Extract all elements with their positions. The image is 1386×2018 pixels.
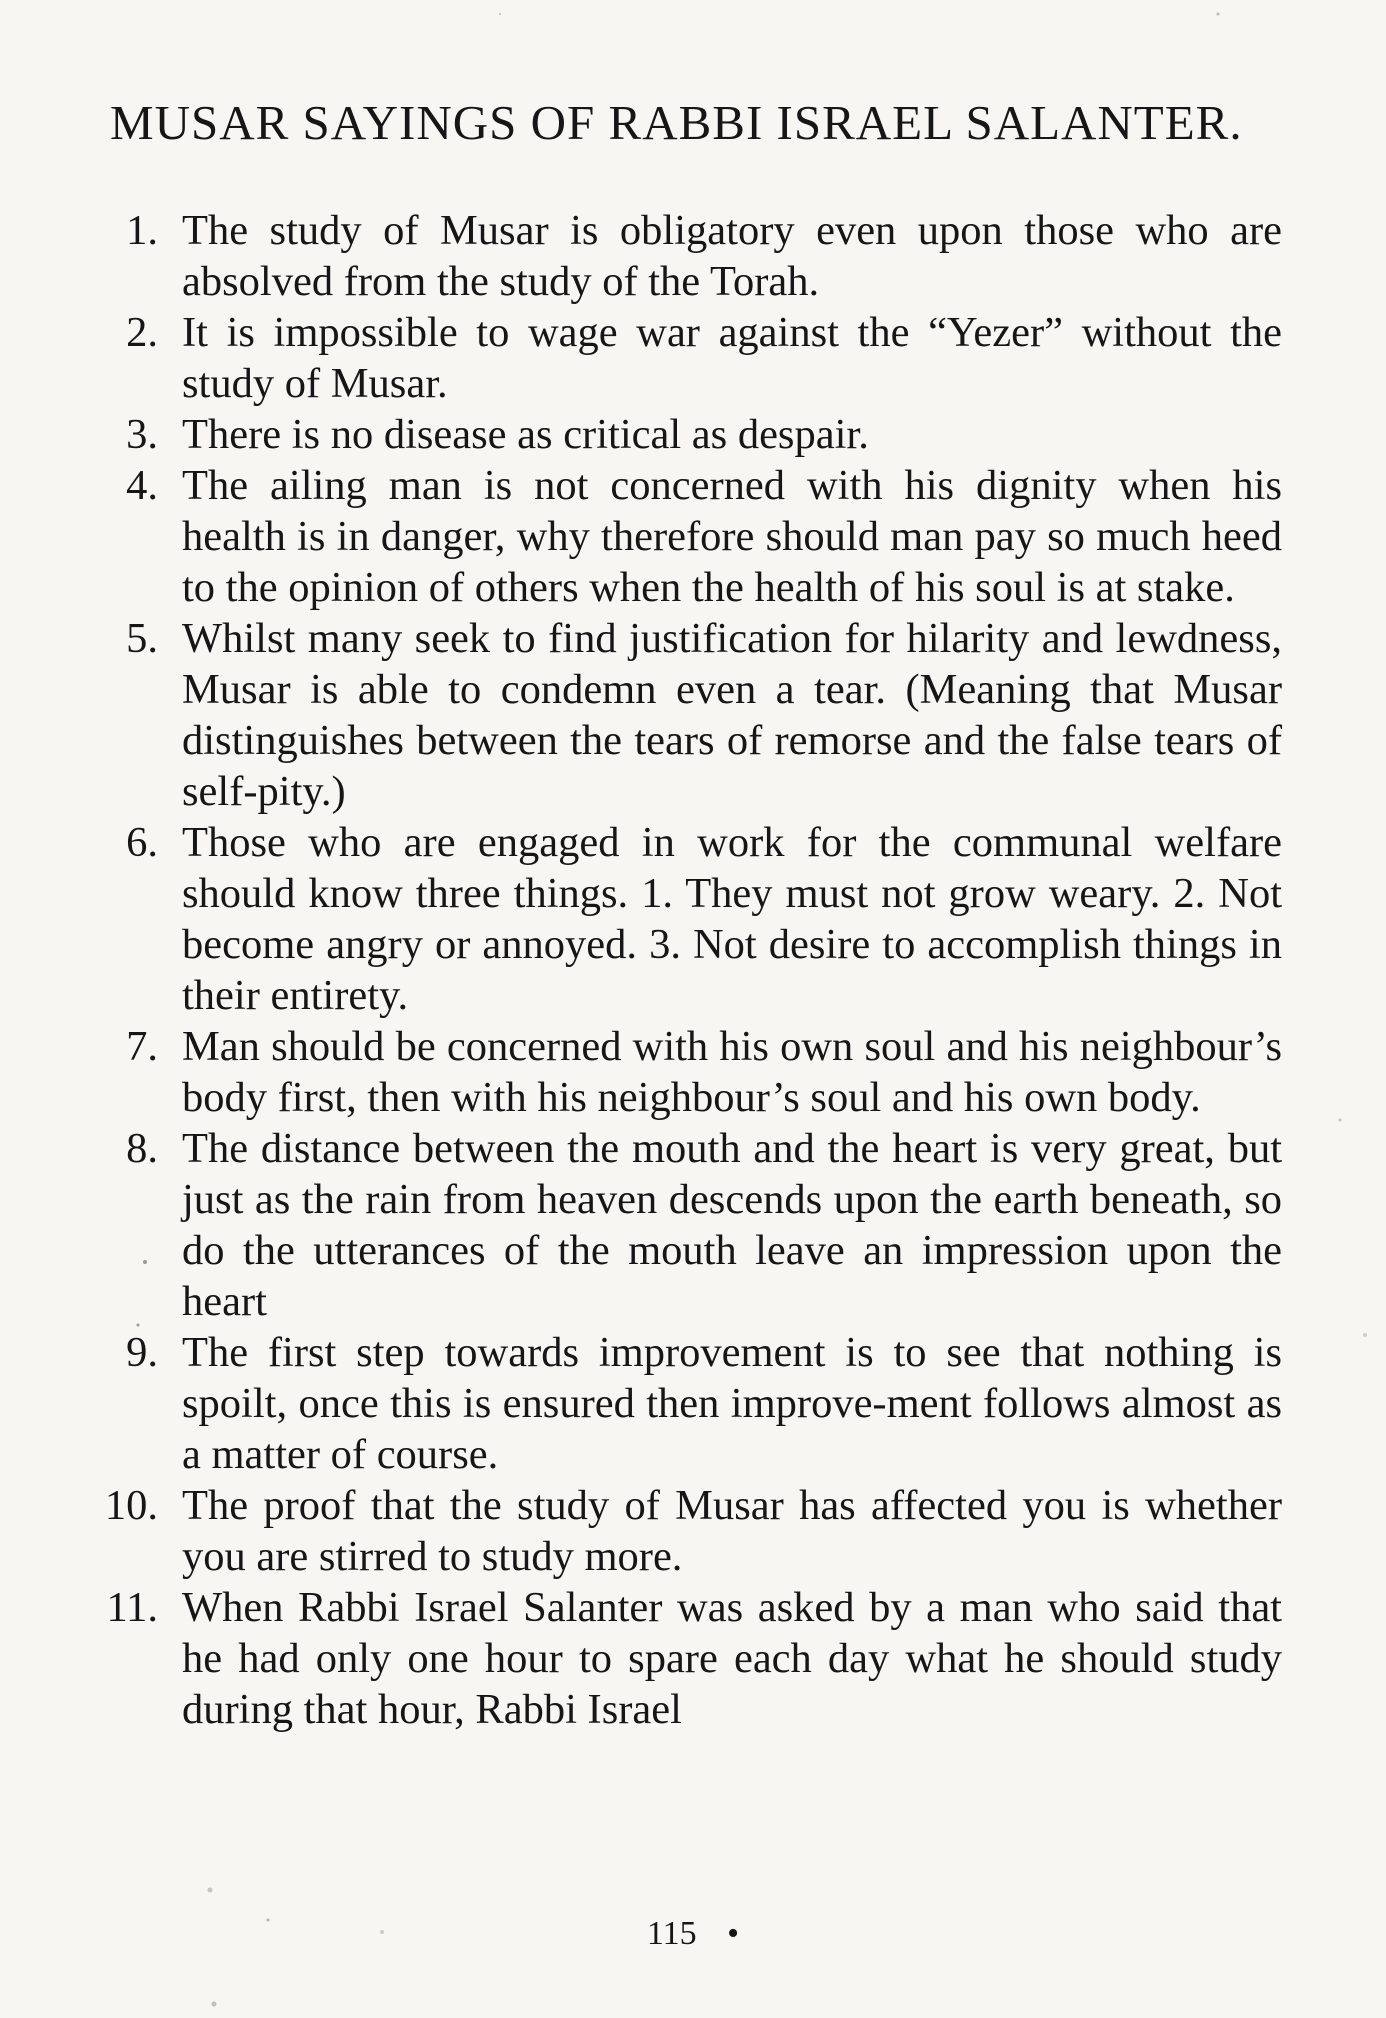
saying-text: Whilst many seek to find justification for hilarity and lewdness, Musar is able to condemn even a tear. (Meaning that Musar distinguishes between the tears of remorse and the false tears of self-pity.) xyxy=(182,615,1282,815)
saying-number: 11. xyxy=(106,1584,158,1631)
saying-text: The distance between the mouth and the heart is very great, but just as the rain from heaven descends upon the earth beneath, so do the utterances of the mouth leave an impression upon the heart xyxy=(182,1125,1282,1325)
saying-number: 3. xyxy=(126,411,158,458)
folio-dot: • xyxy=(727,1915,740,1952)
sayings-list xyxy=(62,205,1282,1735)
saying-number: 9. xyxy=(126,1329,158,1376)
saying-item xyxy=(62,409,1282,460)
saying-item xyxy=(62,307,1282,409)
saying-text: The proof that the study of Musar has affected you is whether you are stirred to study more. xyxy=(182,1482,1282,1580)
page-number: 115 xyxy=(646,1915,697,1952)
saying-item xyxy=(62,1021,1282,1123)
saying-text: Man should be concerned with his own soul and his neighbour’s body first, then with his neighbour’s soul and his own body. xyxy=(182,1023,1282,1121)
saying-number: 8. xyxy=(126,1125,158,1172)
saying-item xyxy=(62,1582,1282,1735)
saying-item xyxy=(62,817,1282,1021)
saying-item xyxy=(62,1123,1282,1327)
saying-text: Those who are engaged in work for the communal welfare should know three things. 1. They must not grow weary. 2. Not become angry or annoyed. 3. Not desire to accomplish things in their entirety. xyxy=(182,819,1282,1019)
speck xyxy=(1339,1119,1342,1122)
speck xyxy=(1363,1333,1367,1337)
saying-number: 6. xyxy=(126,819,158,866)
speck xyxy=(208,1888,213,1893)
saying-text: The ailing man is not concerned with his dignity when his health is in danger, why therefore should man pay so much heed to the opinion of others when the health of his soul is at stake. xyxy=(182,462,1282,611)
saying-number: 10. xyxy=(104,1482,158,1529)
saying-item xyxy=(62,205,1282,307)
saying-item xyxy=(62,460,1282,613)
saying-text: The study of Musar is obligatory even upon those who are absolved from the study of the Torah. xyxy=(182,207,1282,305)
speck xyxy=(499,13,501,15)
saying-number: 7. xyxy=(126,1023,158,1070)
saying-item xyxy=(62,1480,1282,1582)
saying-number: 2. xyxy=(126,309,158,356)
saying-text: There is no disease as critical as despair. xyxy=(182,411,869,458)
saying-text: When Rabbi Israel Salanter was asked by a man who said that he had only one hour to spare each day what he should study during that hour, Rabbi Israel xyxy=(182,1584,1282,1733)
saying-text: It is impossible to wage war against the “Yezer” without the study of Musar. xyxy=(182,309,1282,407)
saying-number: 4. xyxy=(126,462,158,509)
page-title: MUSAR SAYINGS OF RABBI ISRAEL SALANTER. xyxy=(110,95,1243,150)
page-footer xyxy=(0,1915,1386,1953)
saying-item xyxy=(62,613,1282,817)
saying-number: 1. xyxy=(126,207,158,254)
saying-number: 5. xyxy=(126,615,158,662)
saying-item xyxy=(62,1327,1282,1480)
saying-text: The first step towards improvement is to see that nothing is spoilt, once this is ensured then improve-ment follows almost as a matter of course. xyxy=(182,1329,1282,1478)
speck xyxy=(212,2002,217,2007)
speck xyxy=(1217,13,1220,16)
